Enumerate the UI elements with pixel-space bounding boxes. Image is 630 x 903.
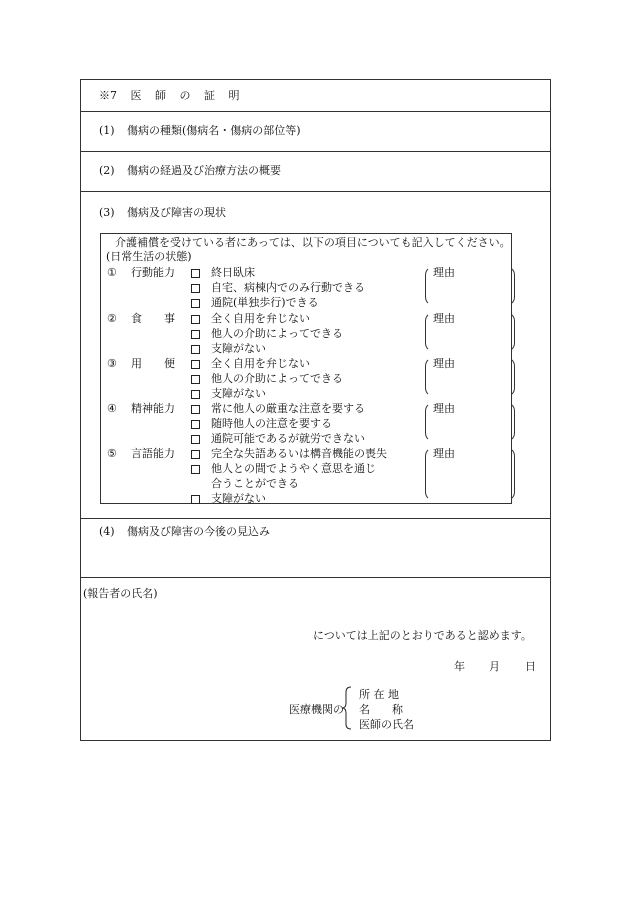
certificate-frame bbox=[80, 79, 551, 741]
divider bbox=[81, 111, 550, 112]
checkbox[interactable] bbox=[191, 450, 200, 459]
item-2-option-3: 支障がない bbox=[211, 342, 266, 355]
section-3-number: (3) bbox=[99, 206, 115, 219]
reporter-name-label: (報告者の氏名) bbox=[83, 587, 158, 600]
item-1-option-1: 終日臥床 bbox=[211, 266, 255, 279]
item-5-option-2-cont: 合うことができる bbox=[211, 477, 299, 490]
item-1-number: ① bbox=[107, 266, 117, 279]
curly-brace bbox=[342, 686, 352, 730]
institution-label: 医療機関の bbox=[289, 703, 344, 716]
item-5-option-1: 完全な失語あるいは構音機能の喪失 bbox=[211, 447, 387, 460]
divider bbox=[81, 191, 550, 192]
reason-label: 理由 bbox=[433, 357, 455, 370]
checkbox[interactable] bbox=[191, 299, 200, 308]
section-4-number: (4) bbox=[99, 525, 115, 538]
date-year: 年 bbox=[454, 660, 465, 673]
section-title: ※7 医 師 の 証 明 bbox=[99, 89, 240, 102]
checkbox[interactable] bbox=[191, 465, 200, 474]
date-month: 月 bbox=[489, 660, 500, 673]
item-2-label: 食 事 bbox=[131, 312, 175, 325]
item-1-label: 行動能力 bbox=[131, 266, 175, 279]
checkbox[interactable] bbox=[191, 330, 200, 339]
reason-label: 理由 bbox=[433, 447, 455, 460]
item-3-option-2: 他人の介助によってできる bbox=[211, 372, 343, 385]
item-2-number: ② bbox=[107, 312, 117, 325]
care-intro: 介護補償を受けている者にあっては、以下の項目についても記入してください。 bbox=[115, 236, 511, 249]
divider bbox=[81, 577, 550, 578]
item-5-option-2: 他人との間でようやく意思を通じ bbox=[211, 462, 376, 475]
checkbox[interactable] bbox=[191, 495, 200, 504]
checkbox[interactable] bbox=[191, 315, 200, 324]
checkbox[interactable] bbox=[191, 269, 200, 278]
item-2-option-1: 全く自用を弁じない bbox=[211, 312, 310, 325]
checkbox[interactable] bbox=[191, 435, 200, 444]
section-2-label: 傷病の経過及び治療方法の概要 bbox=[127, 164, 281, 177]
section-2-number: (2) bbox=[99, 164, 115, 177]
section-1-label: 傷病の種類(傷病名・傷病の部位等) bbox=[127, 124, 301, 137]
checkbox[interactable] bbox=[191, 390, 200, 399]
section-4-label: 傷病及び障害の今後の見込み bbox=[127, 525, 270, 538]
section-3-label: 傷病及び障害の現状 bbox=[127, 206, 226, 219]
item-4-option-2: 随時他人の注意を要する bbox=[211, 417, 332, 430]
item-4-number: ④ bbox=[107, 402, 117, 415]
reason-label: 理由 bbox=[433, 312, 455, 325]
item-4-label: 精神能力 bbox=[131, 402, 175, 415]
item-1-option-2: 自宅、病棟内でのみ行動できる bbox=[211, 281, 365, 294]
item-5-label: 言語能力 bbox=[131, 447, 175, 460]
item-3-option-3: 支障がない bbox=[211, 387, 266, 400]
date-day: 日 bbox=[525, 660, 536, 673]
item-5-number: ⑤ bbox=[107, 447, 117, 460]
reason-label: 理由 bbox=[433, 266, 455, 279]
item-4-option-1: 常に他人の厳重な注意を要する bbox=[211, 402, 365, 415]
item-1-option-3: 通院(単独歩行)できる bbox=[211, 296, 319, 309]
checkbox[interactable] bbox=[191, 345, 200, 354]
checkbox[interactable] bbox=[191, 284, 200, 293]
care-status-box bbox=[100, 233, 512, 504]
item-2-option-2: 他人の介助によってできる bbox=[211, 327, 343, 340]
checkbox[interactable] bbox=[191, 420, 200, 429]
checkbox[interactable] bbox=[191, 375, 200, 384]
item-3-option-1: 全く自用を弁じない bbox=[211, 357, 310, 370]
divider bbox=[81, 151, 550, 152]
checkbox[interactable] bbox=[191, 405, 200, 414]
item-4-option-3: 通院可能であるが就労できない bbox=[211, 432, 365, 445]
section-1-number: (1) bbox=[99, 124, 115, 137]
item-3-label: 用 便 bbox=[131, 357, 175, 370]
institution-name-label: 名 称 bbox=[359, 703, 403, 716]
item-5-option-3: 支障がない bbox=[211, 492, 266, 505]
care-subheading: (日常生活の状態) bbox=[106, 250, 192, 263]
checkbox[interactable] bbox=[191, 360, 200, 369]
doctor-name-label: 医師の氏名 bbox=[359, 718, 414, 731]
certify-statement: については上記のとおりであると認めます。 bbox=[313, 629, 532, 642]
divider bbox=[81, 518, 550, 519]
institution-address-label: 所 在 地 bbox=[359, 688, 399, 701]
item-3-number: ③ bbox=[107, 357, 117, 370]
reason-label: 理由 bbox=[433, 402, 455, 415]
